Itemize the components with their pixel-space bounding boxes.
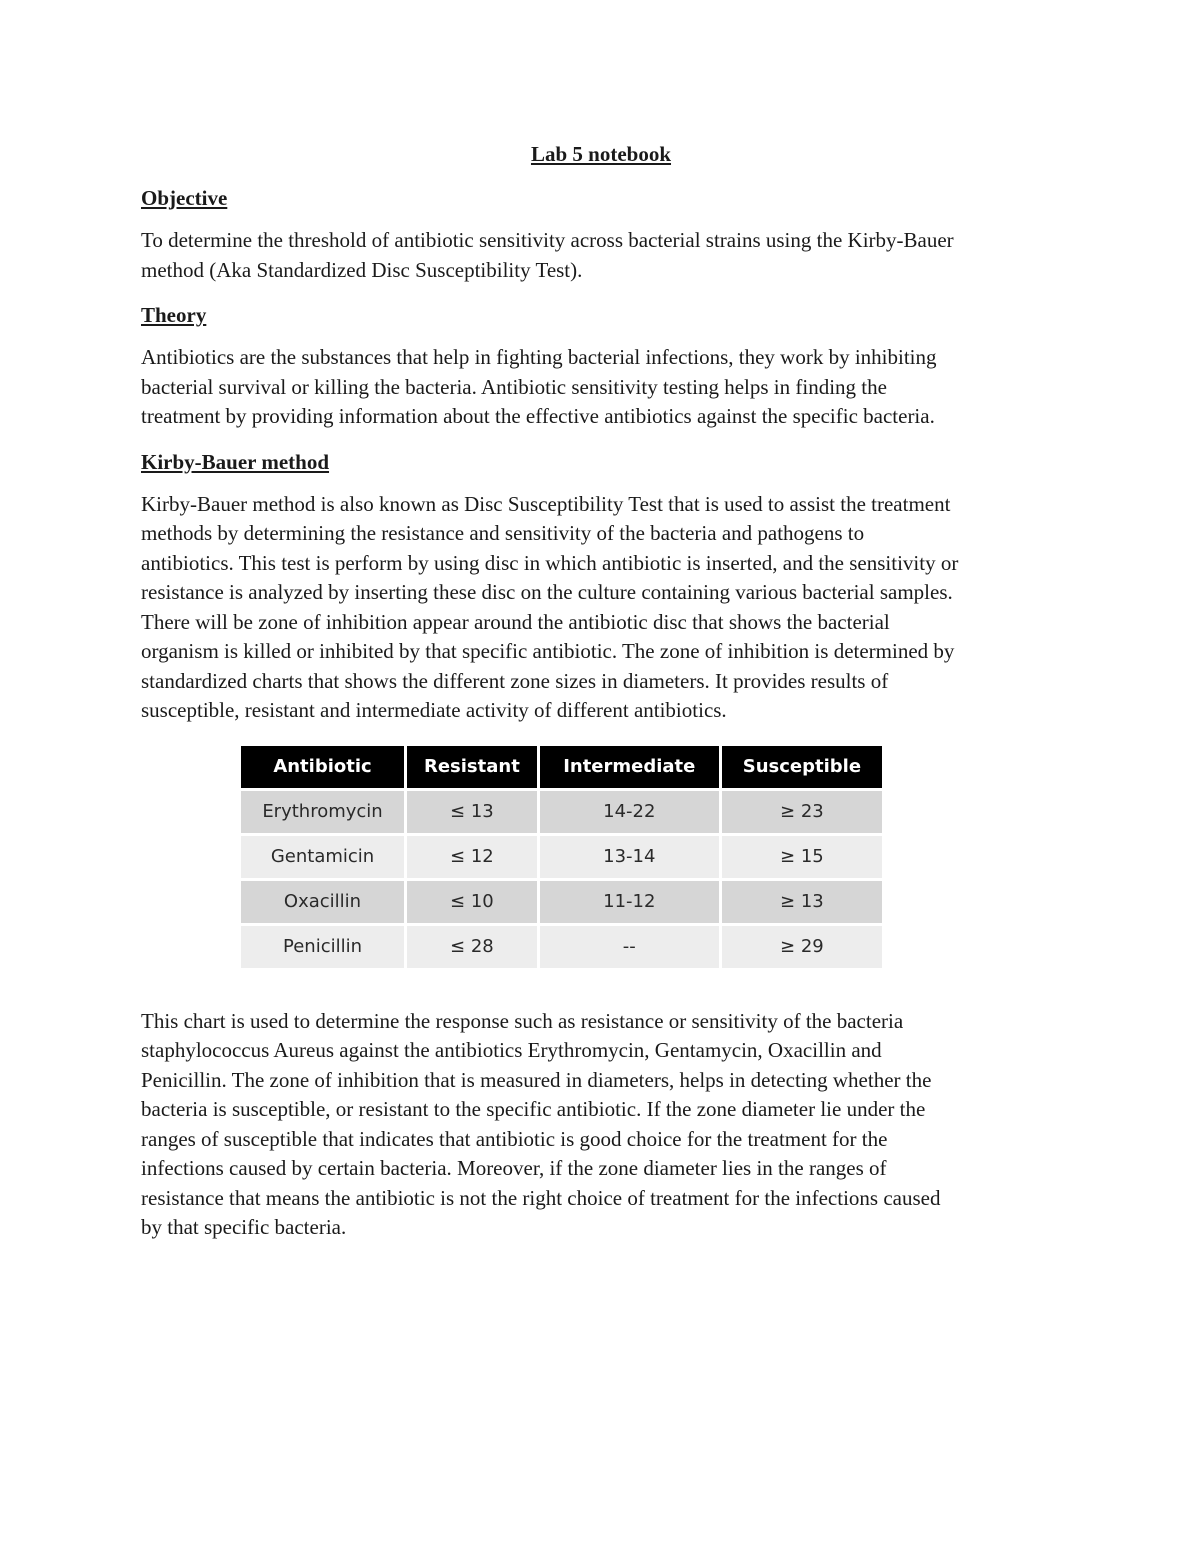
table-cell: ≤ 12 [407, 836, 537, 878]
table-cell: ≤ 13 [407, 791, 537, 833]
table-cell: Oxacillin [241, 881, 404, 923]
table-cell: -- [540, 926, 719, 968]
theory-heading: Theory [141, 303, 207, 327]
document-title: Lab 5 notebook [530, 142, 672, 166]
table-cell: ≥ 29 [722, 926, 882, 968]
table-cell: Penicillin [241, 926, 404, 968]
table-header-cell: Susceptible [722, 746, 882, 788]
objective-heading: Objective [141, 186, 228, 210]
table-row [241, 926, 882, 968]
table-cell: ≥ 23 [722, 791, 882, 833]
table-cell: 11-12 [540, 881, 719, 923]
table-cell: Erythromycin [241, 791, 404, 833]
table-header-cell: Antibiotic [241, 746, 404, 788]
chart-explanation-text: This chart is used to determine the response such as resistance or sensitivity of the bacteria staphylococcus Aureus against the antibiotics Erythromycin, Gentamycin, Oxacillin and Penicillin. The zone of inhibition that is measured in diameters, helps in detecting whether the bacteria is susceptible, or resistant to the specific antibiotic. If the zone diameter lie under the ranges of susceptible that indicates that antibiotic is good choice for the treatment for the infections caused by certain bacteria. Moreover, if the zone diameter lies in the ranges of resistance that means the antibiotic is not the right choice of treatment for the infections caused by that specific bacteria. [141, 1008, 941, 1239]
document-page [141, 140, 1061, 1259]
table-header-cell: Intermediate [540, 746, 719, 788]
table-cell: Gentamicin [241, 836, 404, 878]
table-header-row [241, 746, 882, 788]
table-row [241, 791, 882, 833]
table-header-cell: Resistant [407, 746, 537, 788]
table-cell: 14-22 [540, 791, 719, 833]
theory-text: Antibiotics are the substances that help in fighting bacterial infections, they work by inhibiting bacterial survival or killing the bacteria. Antibiotic sensitivity testing helps in finding the treatment by providing information about the effective antibiotics against the specific bacteria. [141, 345, 937, 428]
table-cell: ≤ 10 [407, 881, 537, 923]
kirby-bauer-heading: Kirby-Bauer method [141, 449, 330, 474]
table-cell: ≤ 28 [407, 926, 537, 968]
table-row [241, 836, 882, 878]
table-cell: ≥ 15 [722, 836, 882, 878]
zone-table-image [238, 743, 885, 971]
objective-text: To determine the threshold of antibiotic sensitivity across bacterial strains using the Kirby-Bauer method (Aka Standardized Disc Susceptibility Test). [141, 228, 954, 282]
table-cell: 13-14 [540, 836, 719, 878]
table-row [241, 881, 882, 923]
zone-diameter-table [238, 743, 885, 971]
table-cell: ≥ 13 [722, 881, 882, 923]
kirby-bauer-text: Kirby-Bauer method is also known as Disc Susceptibility Test that is used to assist the treatment methods by determining the resistance and sensitivity of the bacteria and pathogens to antibiotics. This test is perform by using disc in which antibiotic is inserted, and the sensitivity or resistance is analyzed by inserting these disc on the culture containing various bacterial samples. There will be zone of inhibition appear around the antibiotic disc that shows the bacterial organism is killed or inhibited by that specific antibiotic. The zone of inhibition is determined by standardized charts that shows the different zone sizes in diameters. It provides results of susceptible, resistant and intermediate activity of different antibiotics. [141, 491, 959, 722]
